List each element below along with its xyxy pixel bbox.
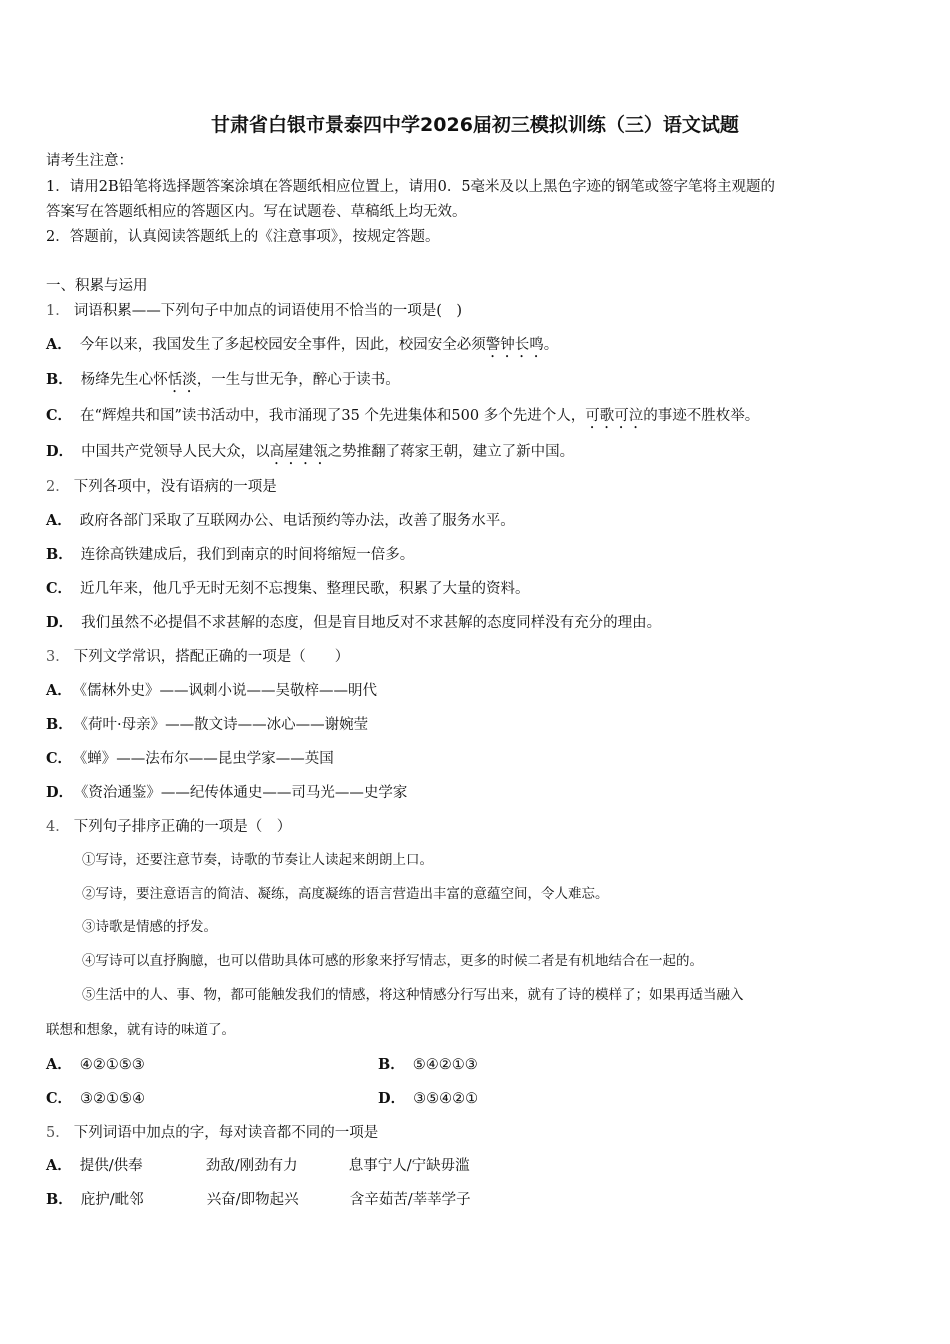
q4-sentence-2: ②写诗，要注意语言的简洁、凝练，高度凝练的语言营造出丰富的意蕴空间，令人难忘。 xyxy=(82,886,609,902)
option-letter: A． xyxy=(46,682,72,699)
q4-option-b xyxy=(378,1056,478,1074)
dotted-word: 恬淡 xyxy=(167,372,197,388)
word-pair: 含辛茹苦/莘莘学子 xyxy=(349,1192,471,1208)
option-letter: D． xyxy=(46,784,74,801)
option-letter: C． xyxy=(46,750,73,767)
section-heading: 一、积累与运用 xyxy=(46,278,148,294)
option-text: 《蝉》——法布尔——昆虫学家——英国 xyxy=(80,751,334,767)
option-letter: C． xyxy=(46,1090,73,1107)
question-number: 4． xyxy=(46,819,70,835)
option-text: 杨绛先生心怀 xyxy=(80,372,168,388)
option-text: 《荷叶·母亲》——散文诗——冰心——谢婉莹 xyxy=(80,717,369,733)
q4-option-c xyxy=(46,1090,145,1108)
option-text: 。 xyxy=(543,337,559,353)
q5-option-a xyxy=(46,1157,470,1175)
option-letter: D． xyxy=(46,443,74,460)
question-5-stem xyxy=(46,1124,378,1142)
option-text: 中国共产党领导人民大众，以 xyxy=(81,444,270,460)
word-pair: 息事宁人/宁缺毋滥 xyxy=(348,1158,470,1174)
q1-option-d xyxy=(46,443,574,468)
q4-option-a xyxy=(46,1056,145,1074)
question-text: 下列词语中加点的字，每对读音都不同的一项是 xyxy=(73,1125,379,1141)
question-2-stem xyxy=(46,478,277,496)
q2-option-c xyxy=(46,580,530,598)
notice-heading: 请考生注意： xyxy=(46,153,133,169)
q4-sentence-1: ①写诗，还要注意节奏，诗歌的节奏让人读起来朗朗上口。 xyxy=(82,852,433,868)
question-3-stem xyxy=(46,648,349,666)
option-letter: A． xyxy=(46,512,72,529)
q5-option-b xyxy=(46,1191,471,1209)
q3-option-a xyxy=(46,682,377,700)
option-letter: D． xyxy=(378,1090,406,1107)
question-1-stem xyxy=(46,302,462,320)
notice-line-1: 1．请用2B铅笔将选择题答案涂填在答题纸相应位置上，请用0．5毫米及以上黑色字迹的钢笔或签字笔将主观题的 xyxy=(46,179,776,195)
option-letter: B． xyxy=(46,1191,73,1208)
q2-option-b xyxy=(46,546,414,564)
option-letter: A． xyxy=(46,1157,72,1174)
q4-sentence-5-cont: 联想和想象，就有诗的味道了。 xyxy=(46,1022,235,1038)
dotted-word: 可歌可泣 xyxy=(585,408,644,424)
option-text: 政府各部门采取了互联网办公、电话预约等办法，改善了服务水平。 xyxy=(79,513,515,529)
word-pair: 提供/供奉 xyxy=(79,1158,143,1174)
word-pair: 劲敌/刚劲有力 xyxy=(205,1158,298,1174)
question-number: 2． xyxy=(46,479,70,495)
q4-option-d xyxy=(378,1090,478,1108)
option-text: ④②①⑤③ xyxy=(79,1057,145,1073)
option-letter: B． xyxy=(46,546,73,563)
option-text: ③⑤④②① xyxy=(413,1091,479,1107)
option-text: 今年以来，我国发生了多起校园安全事件，因此，校园安全必须 xyxy=(79,337,486,353)
q2-option-a xyxy=(46,512,515,530)
dotted-word: 高屋建瓴 xyxy=(269,444,328,460)
option-text: 的事迹不胜枚举。 xyxy=(643,408,760,424)
option-letter: D． xyxy=(46,614,74,631)
option-letter: A． xyxy=(46,336,72,353)
question-number: 5． xyxy=(46,1125,70,1141)
q1-option-c xyxy=(46,407,759,432)
option-text: 之势推翻了蒋家王朝，建立了新中国。 xyxy=(327,444,575,460)
option-text: 《儒林外史》——讽刺小说——吴敬梓——明代 xyxy=(79,683,378,699)
question-text: 下列各项中，没有语病的一项是 xyxy=(73,479,277,495)
q3-option-d xyxy=(46,784,407,802)
notice-line-2: 答案写在答题纸相应的答题区内。写在试题卷、草稿纸上均无效。 xyxy=(46,204,467,220)
option-letter: B． xyxy=(46,371,73,388)
option-text: 《资治通鉴》——纪传体通史——司马光——史学家 xyxy=(81,785,408,801)
question-text: 下列文学常识，搭配正确的一项是（ ） xyxy=(73,649,350,665)
option-letter: C． xyxy=(46,407,73,424)
option-letter: B． xyxy=(46,716,73,733)
option-text: ③②①⑤④ xyxy=(80,1091,146,1107)
notice-line-3: 2．答题前，认真阅读答题纸上的《注意事项》，按规定答题。 xyxy=(46,229,440,245)
question-4-stem xyxy=(46,818,291,836)
option-text: 在“辉煌共和国”读书活动中，我市涌现了35 个先进集体和500 多个先进个人， xyxy=(80,408,586,424)
page-title: 甘肃省白银市景泰四中学2026届初三模拟训练（三）语文试题 xyxy=(211,114,739,136)
q4-sentence-3: ③诗歌是情感的抒发。 xyxy=(82,919,217,935)
q4-sentence-5: ⑤生活中的人、事、物，都可能触发我们的情感，将这种情感分行写出来，就有了诗的模样了；如果再适当融入 xyxy=(82,987,744,1003)
q1-option-b xyxy=(46,371,400,396)
word-pair: 兴奋/即物起兴 xyxy=(206,1192,299,1208)
q1-option-a xyxy=(46,336,558,361)
word-pair: 庇护/毗邻 xyxy=(80,1192,144,1208)
option-text: ⑤④②①③ xyxy=(412,1057,478,1073)
dotted-word: 警钟长鸣 xyxy=(485,337,544,353)
option-letter: A． xyxy=(46,1056,72,1073)
q4-sentence-4: ④写诗可以直抒胸臆，也可以借助具体可感的形象来抒写情志，更多的时候二者是有机地结合在一起的。 xyxy=(82,953,703,969)
q3-option-c xyxy=(46,750,334,768)
q2-option-d xyxy=(46,614,661,632)
option-text: 我们虽然不必提倡不求甚解的态度，但是盲目地反对不求甚解的态度同样没有充分的理由。 xyxy=(81,615,662,631)
option-letter: B． xyxy=(378,1056,405,1073)
question-number: 1． xyxy=(46,303,70,319)
option-text: ，一生与世无争，醉心于读书。 xyxy=(196,372,400,388)
q3-option-b xyxy=(46,716,368,734)
question-text: 词语积累——下列句子中加点的词语使用不恰当的一项是( ) xyxy=(73,303,463,319)
option-text: 近几年来，他几乎无时无刻不忘搜集、整理民歌，积累了大量的资料。 xyxy=(80,581,530,597)
question-text: 下列句子排序正确的一项是（ ） xyxy=(73,819,292,835)
question-number: 3． xyxy=(46,649,70,665)
option-letter: C． xyxy=(46,580,73,597)
option-text: 连徐高铁建成后，我们到南京的时间将缩短一倍多。 xyxy=(80,547,415,563)
